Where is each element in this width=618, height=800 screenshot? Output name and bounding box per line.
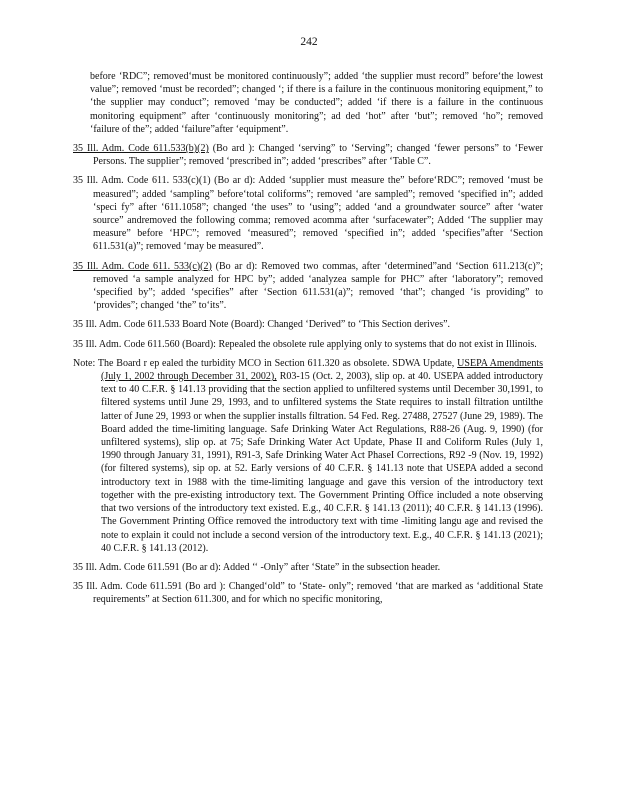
paragraph-text: 35 Ill. Adm. Code 611.591 (Bo ar d): Added ‘‘ -Only” after ‘State” in the subsection header. bbox=[73, 561, 441, 573]
paragraph-text: (Bo ar d): Removed two commas, after ‘determined”and ‘Section 611.213(c)”; removed ‘a sample analyzed for HPC by”; added ‘analyzea sample for PHC” after ‘laboratory”; removed ‘specified by”; added ‘specifies” after ‘Section 611.531(a)”; removed ‘that”; changed ‘is providing” to ‘provides”; changed ‘the” to‘its”. bbox=[93, 260, 543, 312]
note-paragraph bbox=[73, 357, 543, 555]
paragraph-611-533-b-2 bbox=[73, 142, 543, 168]
paragraph-text: 35 Ill. Adm. Code 611.560 (Board): Repealed the obsolete rule applying only to systems that do not exist in Illinois. bbox=[73, 338, 537, 350]
paragraph-text: R03-15 (Oct. 2, 2003), slip op. at 40. USEPA added introductory text to 40 C.F.R. § 141.13 providing that the section applied to unfiltered systems until December 30,1991, to filtered systems until June 29, 1993, and to unfiltered systems the State requires to install filtration untilthe latter of June 29, 1993 or when the supplier installs filtration. 54 Fed. Reg. 27488, 27527 (June 29, 1989). The Board added the time-limiting language. Safe Drinking Water Act Regulations, R88-26 (Aug. 9, 1990) (for unfiltered systems), slip op. at 75; Safe Drinking Water Act Update, Phase II and Coliform Rules (July 1, 1990 through January 31, 1991), R91-3, Safe Drinking Water Act PhaseI Corrections, R92 -9 (Nov. 19, 1992) (for filtered systems), sip op. at 52. Early versions of 40 C.F.R. § 141.13 note that USEPA added a second introductory text in 1988 with the time-limiting language and gave this version of the introductory text together with the pre-existing introductory text. The Government Printing Office included a note observing that two versions of the introductory text existed. E.g., 40 C.F.R. § 141.13 (2011); 40 C.F.R. § 141.13 (1996). The Government Printing Office removed the introductory text with time -limiting langu age and revised the note to explain it could not include a second version of the introductory text. E.g., 40 C.F.R. § 141.13 (2021); 40 C.F.R. § 141.13 (2012). bbox=[101, 371, 544, 554]
paragraph-text: before ‘RDC”; removed‘must be monitored continuously”; added ‘the supplier must record” before‘the lowest value”; removed ‘must be recorded”; changed ‘; if there is a failure in the continuous monitoring equipment,” to ‘the supplier may conduct”; removed ‘may be conducted”; added ‘if there is a failure in the continuous monitoring equipment” after ‘continuously monitoring”; ad ded ‘hot” after ‘but”; removed ‘ho”; removed ‘failure of the”; added ‘failure”after ‘equipment”. bbox=[90, 71, 543, 135]
paragraph-611-560 bbox=[73, 338, 543, 351]
paragraph-text: (Bo ard ): Changed ‘serving” to ‘Serving”; changed ‘fewer persons” to ‘Fewer Persons. The supplier”; removed ‘prescribed in”; added ‘prescribes” after ‘Table C”. bbox=[93, 143, 543, 168]
citation-underlined: 35 Ill. Adm. Code 611. 533(c)(2) bbox=[73, 260, 212, 272]
citation-underlined: USEPA Amendments (July 1, 2002 through December 31, 2002), bbox=[101, 357, 544, 383]
citation-underlined: 35 Ill. Adm. Code 611.533(b)(2) bbox=[73, 143, 209, 155]
page-number: 242 bbox=[300, 36, 318, 48]
paragraph-611-591-b bbox=[73, 580, 543, 606]
paragraph-611-533-c-1 bbox=[73, 174, 543, 253]
paragraph-text: 35 Ill. Adm. Code 611.591 (Bo ard ): Changed‘old” to ‘State- only”; removed ‘that are marked as ‘additional State requirements” at Section 611.300, and for which no specific monitoring, bbox=[73, 581, 543, 606]
note-lead-text: Note: The Board r ep ealed the turbidity MCO in Section 611.320 as obsolete. SDWA Update, bbox=[73, 357, 458, 369]
paragraph-continuation bbox=[73, 70, 543, 136]
paragraph-text: 35 Ill. Adm. Code 611.533 Board Note (Board): Changed ‘Derived” to ‘This Section derives”. bbox=[73, 319, 451, 331]
paragraph-611-533-board-note bbox=[73, 318, 543, 331]
paragraph-611-533-c-2 bbox=[73, 260, 543, 313]
paragraph-text: 35 Ill. Adm. Code 611. 533(c)(1) (Bo ar d): Added ‘supplier must measure the” before‘RDC”; removed ‘must be measured”; added ‘sampling” before‘total coliforms”; removed ‘are sampled”; removed ‘specified in”; added ‘speci fy” after ‘611.1058”; changed ‘the uses” to ‘using”; added ‘and a groundwater source” after ‘water source” andremoved the following comma; removed acomma after ‘surfacewater”; Added ‘The supplier may measure” before ‘HPC”; removed ‘measured”; removed ‘specified in”; added ‘specifies”after ‘Section 611.531(a)”; removed ‘may be measured”. bbox=[73, 175, 543, 253]
document-body bbox=[73, 70, 543, 613]
paragraph-611-591-a bbox=[73, 561, 543, 574]
